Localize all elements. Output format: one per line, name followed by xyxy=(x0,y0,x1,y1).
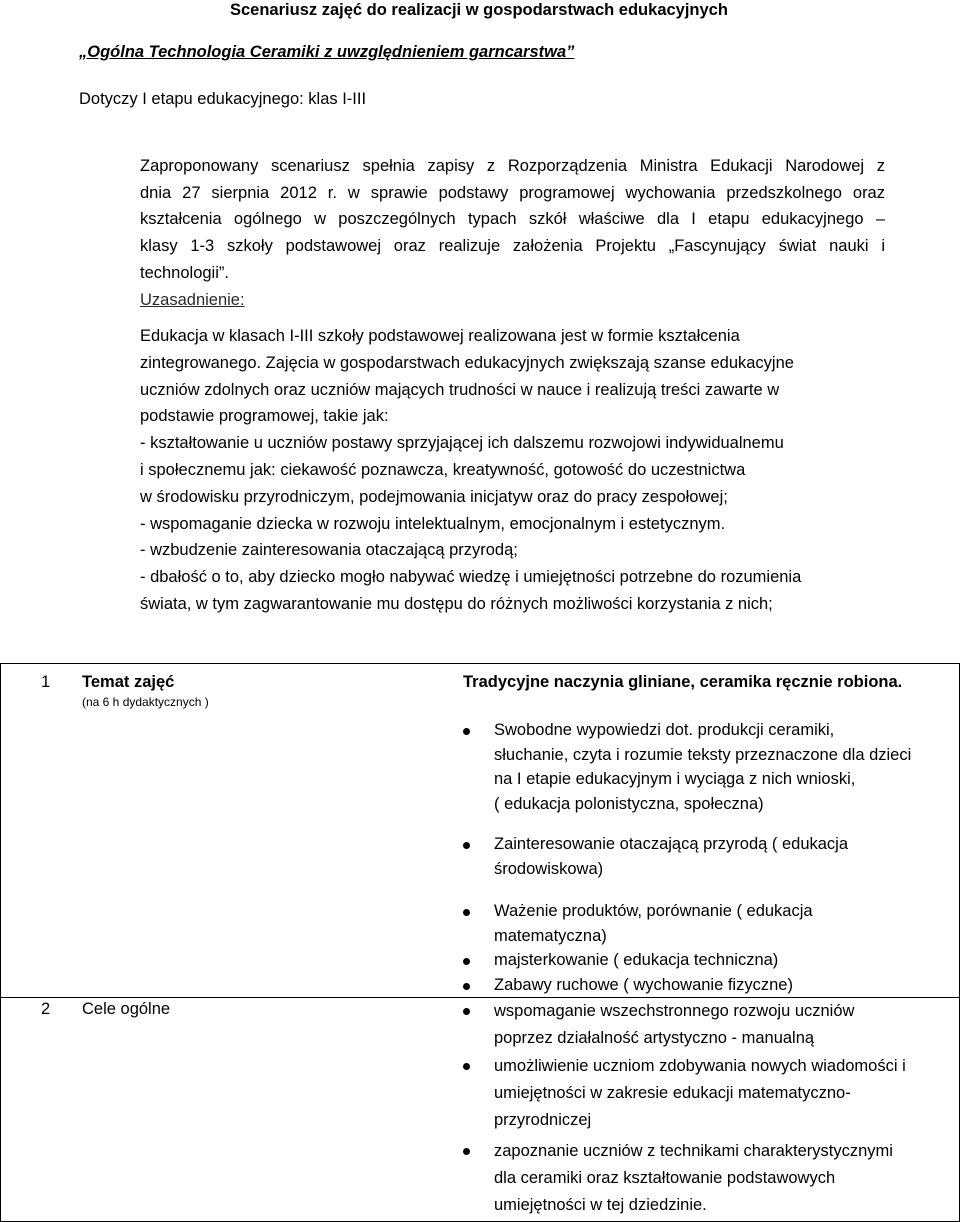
list-item: majsterkowanie ( edukacja techniczna) xyxy=(494,951,779,969)
row1-content-title: Tradycyjne naczynia gliniane, ceramika ręcznie robiona. xyxy=(463,673,903,691)
justification-body xyxy=(140,323,860,618)
list-item: Zabawy ruchowe ( wychowanie fizyczne) xyxy=(494,976,793,994)
body-line: podstawie programowej, takie jak: xyxy=(140,407,389,426)
list-item: Swobodne wypowiedzi dot. produkcji ceramiki, słuchanie, czyta i rozumie teksty przeznaczone dla dzieci na I etapie edukacyjnym i wyciąga z nich wnioski, ( edukacja polonistyczna, społeczna) xyxy=(494,721,912,813)
intro-paragraph xyxy=(140,153,885,313)
bullet-icon xyxy=(463,1008,470,1015)
body-line: - kształtowanie u uczniów postawy sprzyjającej ich dalszemu rozwojowi indywidualnemu xyxy=(140,434,784,453)
body-line: i społecznemu jak: ciekawość poznawcza, kreatywność, gotowość do uczestnictwa xyxy=(140,460,746,479)
bullet-icon xyxy=(463,842,470,849)
body-line: uczniów zdolnych oraz uczniów mających trudności w nauce i realizują treści zawarte w xyxy=(140,380,780,399)
bullet-icon xyxy=(463,983,470,990)
bullet-icon xyxy=(463,1148,470,1155)
document-title: Scenariusz zajęć do realizacji w gospodarstwach edukacyjnych xyxy=(230,1,728,19)
list-item: wspomaganie wszechstronnego rozwoju uczniów poprzez działalność artystyczno - manualną xyxy=(494,1002,855,1047)
row2-label: Cele ogólne xyxy=(82,1000,171,1018)
bullet-icon xyxy=(463,909,470,916)
bullet-icon xyxy=(463,958,470,965)
intro-line: kształcenia ogólnego w poszczególnych typach szkół właściwe dla I etapu edukacyjnego – xyxy=(140,210,885,229)
body-line: - wspomaganie dziecka w rozwoju intelektualnym, emocjonalnym i estetycznym. xyxy=(140,514,726,533)
list-item: Zainteresowanie otaczającą przyrodą ( edukacja środowiskowa) xyxy=(494,835,849,878)
body-line: Edukacja w klasach I-III szkoły podstawowej realizowana jest w formie kształcenia xyxy=(140,327,740,345)
justification-label: Uzasadnienie: xyxy=(140,290,245,309)
body-line: zintegrowanego. Zajęcia w gospodarstwach edukacyjnych zwiększają szanse edukacyjne xyxy=(140,353,794,372)
intro-line: Zaproponowany scenariusz spełnia zapisy z Rozporządzenia Ministra Edukacji Narodowej z xyxy=(140,157,885,175)
list-item: umożliwienie uczniom zdobywania nowych wiadomości i umiejętności w zakresie edukacji matematyczno- przyrodniczej xyxy=(494,1057,906,1129)
row1-number: 1 xyxy=(41,673,51,691)
body-line: w środowisku przyrodniczym, podejmowania inicjatyw oraz do pracy zespołowej; xyxy=(140,487,728,506)
education-stage: Dotyczy I etapu edukacyjnego: klas I-III xyxy=(79,90,367,108)
list-item: Ważenie produktów, porównanie ( edukacja matematyczna) xyxy=(494,902,813,945)
row2-number: 2 xyxy=(41,1000,51,1018)
document-subtitle: „Ogólna Technologia Ceramiki z uwzględnieniem garncarstwa” xyxy=(79,43,575,61)
intro-line: technologii”. xyxy=(140,263,229,282)
body-line: świata, w tym zagwarantowanie mu dostępu do różnych możliwości korzystania z nich; xyxy=(140,594,773,613)
row1-sublabel: (na 6 h dydaktycznych ) xyxy=(82,695,209,709)
bullet-icon xyxy=(463,728,470,735)
intro-line: dnia 27 sierpnia 2012 r. w sprawie podstawy programowej wychowania przedszkolnego oraz xyxy=(140,183,885,202)
body-line: - dbałość o to, aby dziecko mogło nabywać wiedzę i umiejętności potrzebne do rozumienia xyxy=(140,568,802,587)
intro-line: klasy 1-3 szkoły podstawowej oraz realizuje założenia Projektu „Fascynujący świat nauki i xyxy=(140,237,885,256)
list-item: zapoznanie uczniów z technikami charakterystycznymi dla ceramiki oraz kształtowanie podstawowych umiejętności w tej dziedzinie. xyxy=(494,1142,893,1214)
body-line: - wzbudzenie zainteresowania otaczającą przyrodą; xyxy=(140,541,518,560)
row1-label: Temat zajęć xyxy=(82,673,175,691)
bullet-icon xyxy=(463,1063,470,1070)
